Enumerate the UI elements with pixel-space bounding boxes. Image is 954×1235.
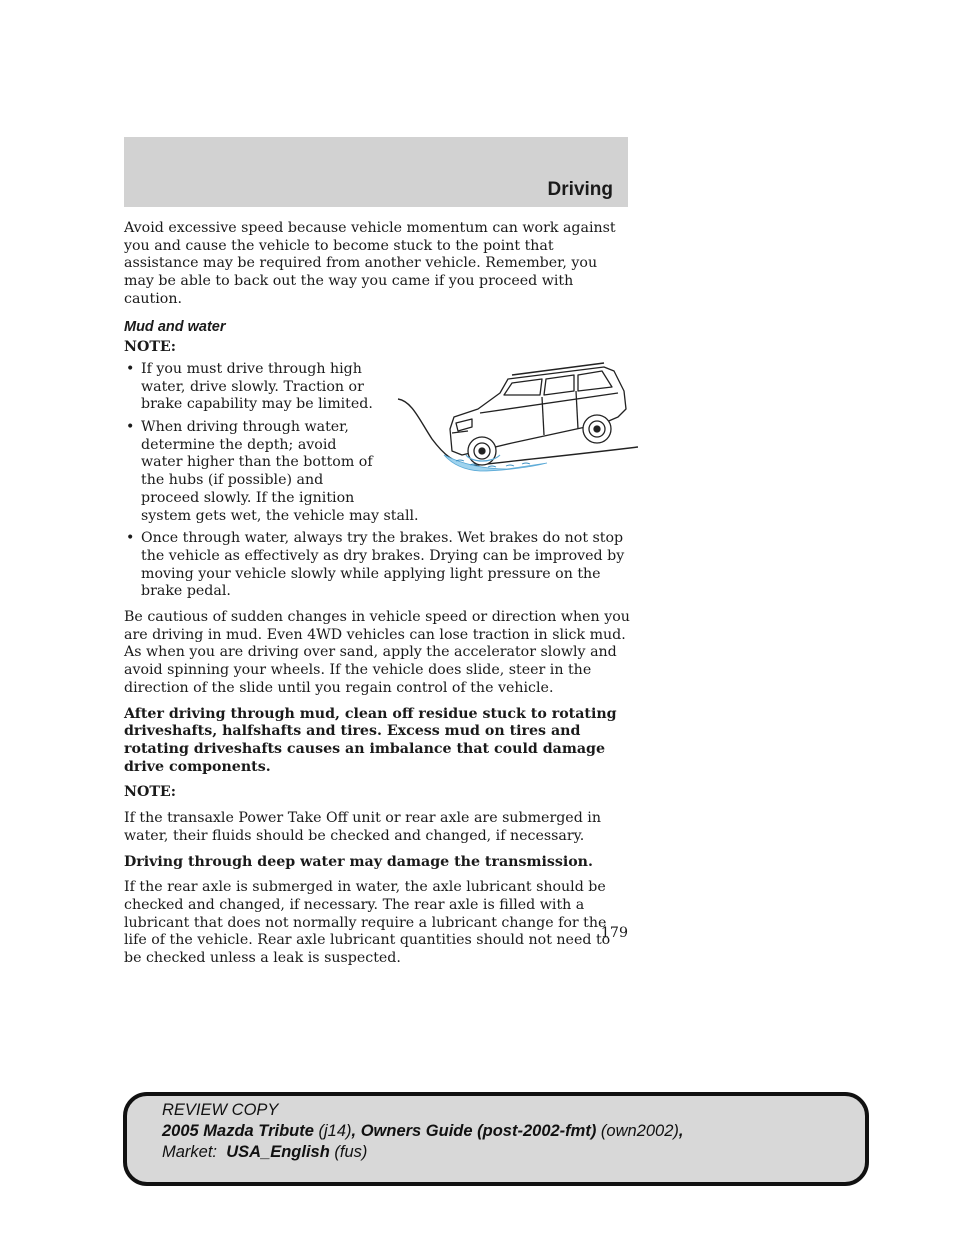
bullet-list xyxy=(124,361,630,601)
review-copy-footer xyxy=(123,1092,869,1186)
note-label: NOTE: xyxy=(124,339,176,356)
footer-model-line xyxy=(162,1121,683,1142)
footer-market-line xyxy=(162,1142,683,1163)
subsection-heading: Mud and water xyxy=(124,318,226,335)
guide-name: , Owners Guide (post-2002-fmt) xyxy=(351,1122,597,1140)
bullet-text: Once through water, always try the brakes. Wet brakes do not stop the vehicle as effectively as dry brakes. Drying can be improved by moving your vehicle slowly while applying light pressure on the brake pedal. xyxy=(141,530,625,600)
transaxle-paragraph: If the transaxle Power Take Off unit or rear axle are submerged in water, their fluids should be checked and changed, if necessary. xyxy=(124,810,601,844)
list-item xyxy=(124,530,630,601)
review-copy-label: REVIEW COPY xyxy=(162,1101,279,1119)
note-label-2: NOTE: xyxy=(124,784,176,801)
mud-warning: After driving through mud, clean off residue stuck to rotating driveshafts, halfshafts and tires. Excess mud on tires and rotating driveshafts causes an imbalance that could damage drive components. xyxy=(124,705,617,775)
footer-comma: , xyxy=(678,1122,684,1140)
section-header-band xyxy=(124,137,628,207)
footer-text xyxy=(162,1100,683,1163)
bullet-dot: • xyxy=(126,530,135,547)
bullet-text: If you must drive through high water, drive slowly. Traction or brake capability may be limited. xyxy=(141,360,373,413)
page-content xyxy=(124,220,630,976)
bullet-text: When driving through water, determine the depth; avoid water higher than the bottom of the hubs (if possible) and proceed slowly. If the ignition system gets wet, the vehicle may stall. xyxy=(141,419,419,524)
axle-paragraph: If the rear axle is submerged in water, the axle lubricant should be checked and changed, if necessary. The rear axle is filled with a lubricant that does not normally require a lubricant change for the life of the vehicle. Rear axle lubricant quantities should not need to be checked unless a leak is suspected. xyxy=(124,879,611,967)
intro-paragraph: Avoid excessive speed because vehicle momentum can work against you and cause the vehicle to become stuck to the point that assistance may be required from another vehicle. Remember, you may be able to back out the way you came if you proceed with caution. xyxy=(124,220,616,307)
page-number: 179 xyxy=(600,925,628,941)
market-value: USA_English xyxy=(226,1143,330,1161)
bullet-dot: • xyxy=(126,419,135,436)
mud-paragraph: Be cautious of sudden changes in vehicle speed or direction when you are driving in mud. Even 4WD vehicles can lose traction in slick mud. As when you are driving over sand, apply the accelerator slowly and avoid spinning your wheels. If the vehicle does slide, steer in the direction of the slide until you regain control of the vehicle. xyxy=(124,609,630,696)
guide-code: (own2002) xyxy=(600,1122,679,1140)
list-item xyxy=(124,361,630,414)
transmission-warning: Driving through deep water may damage the transmission. xyxy=(124,853,593,870)
bullet-dot: • xyxy=(126,360,135,377)
model-code: (j14) xyxy=(318,1122,352,1140)
market-code: (fus) xyxy=(334,1143,368,1161)
model-name: 2005 Mazda Tribute xyxy=(162,1122,314,1140)
list-item xyxy=(124,419,630,525)
market-label: Market: xyxy=(162,1143,218,1161)
section-title: Driving xyxy=(547,179,613,200)
